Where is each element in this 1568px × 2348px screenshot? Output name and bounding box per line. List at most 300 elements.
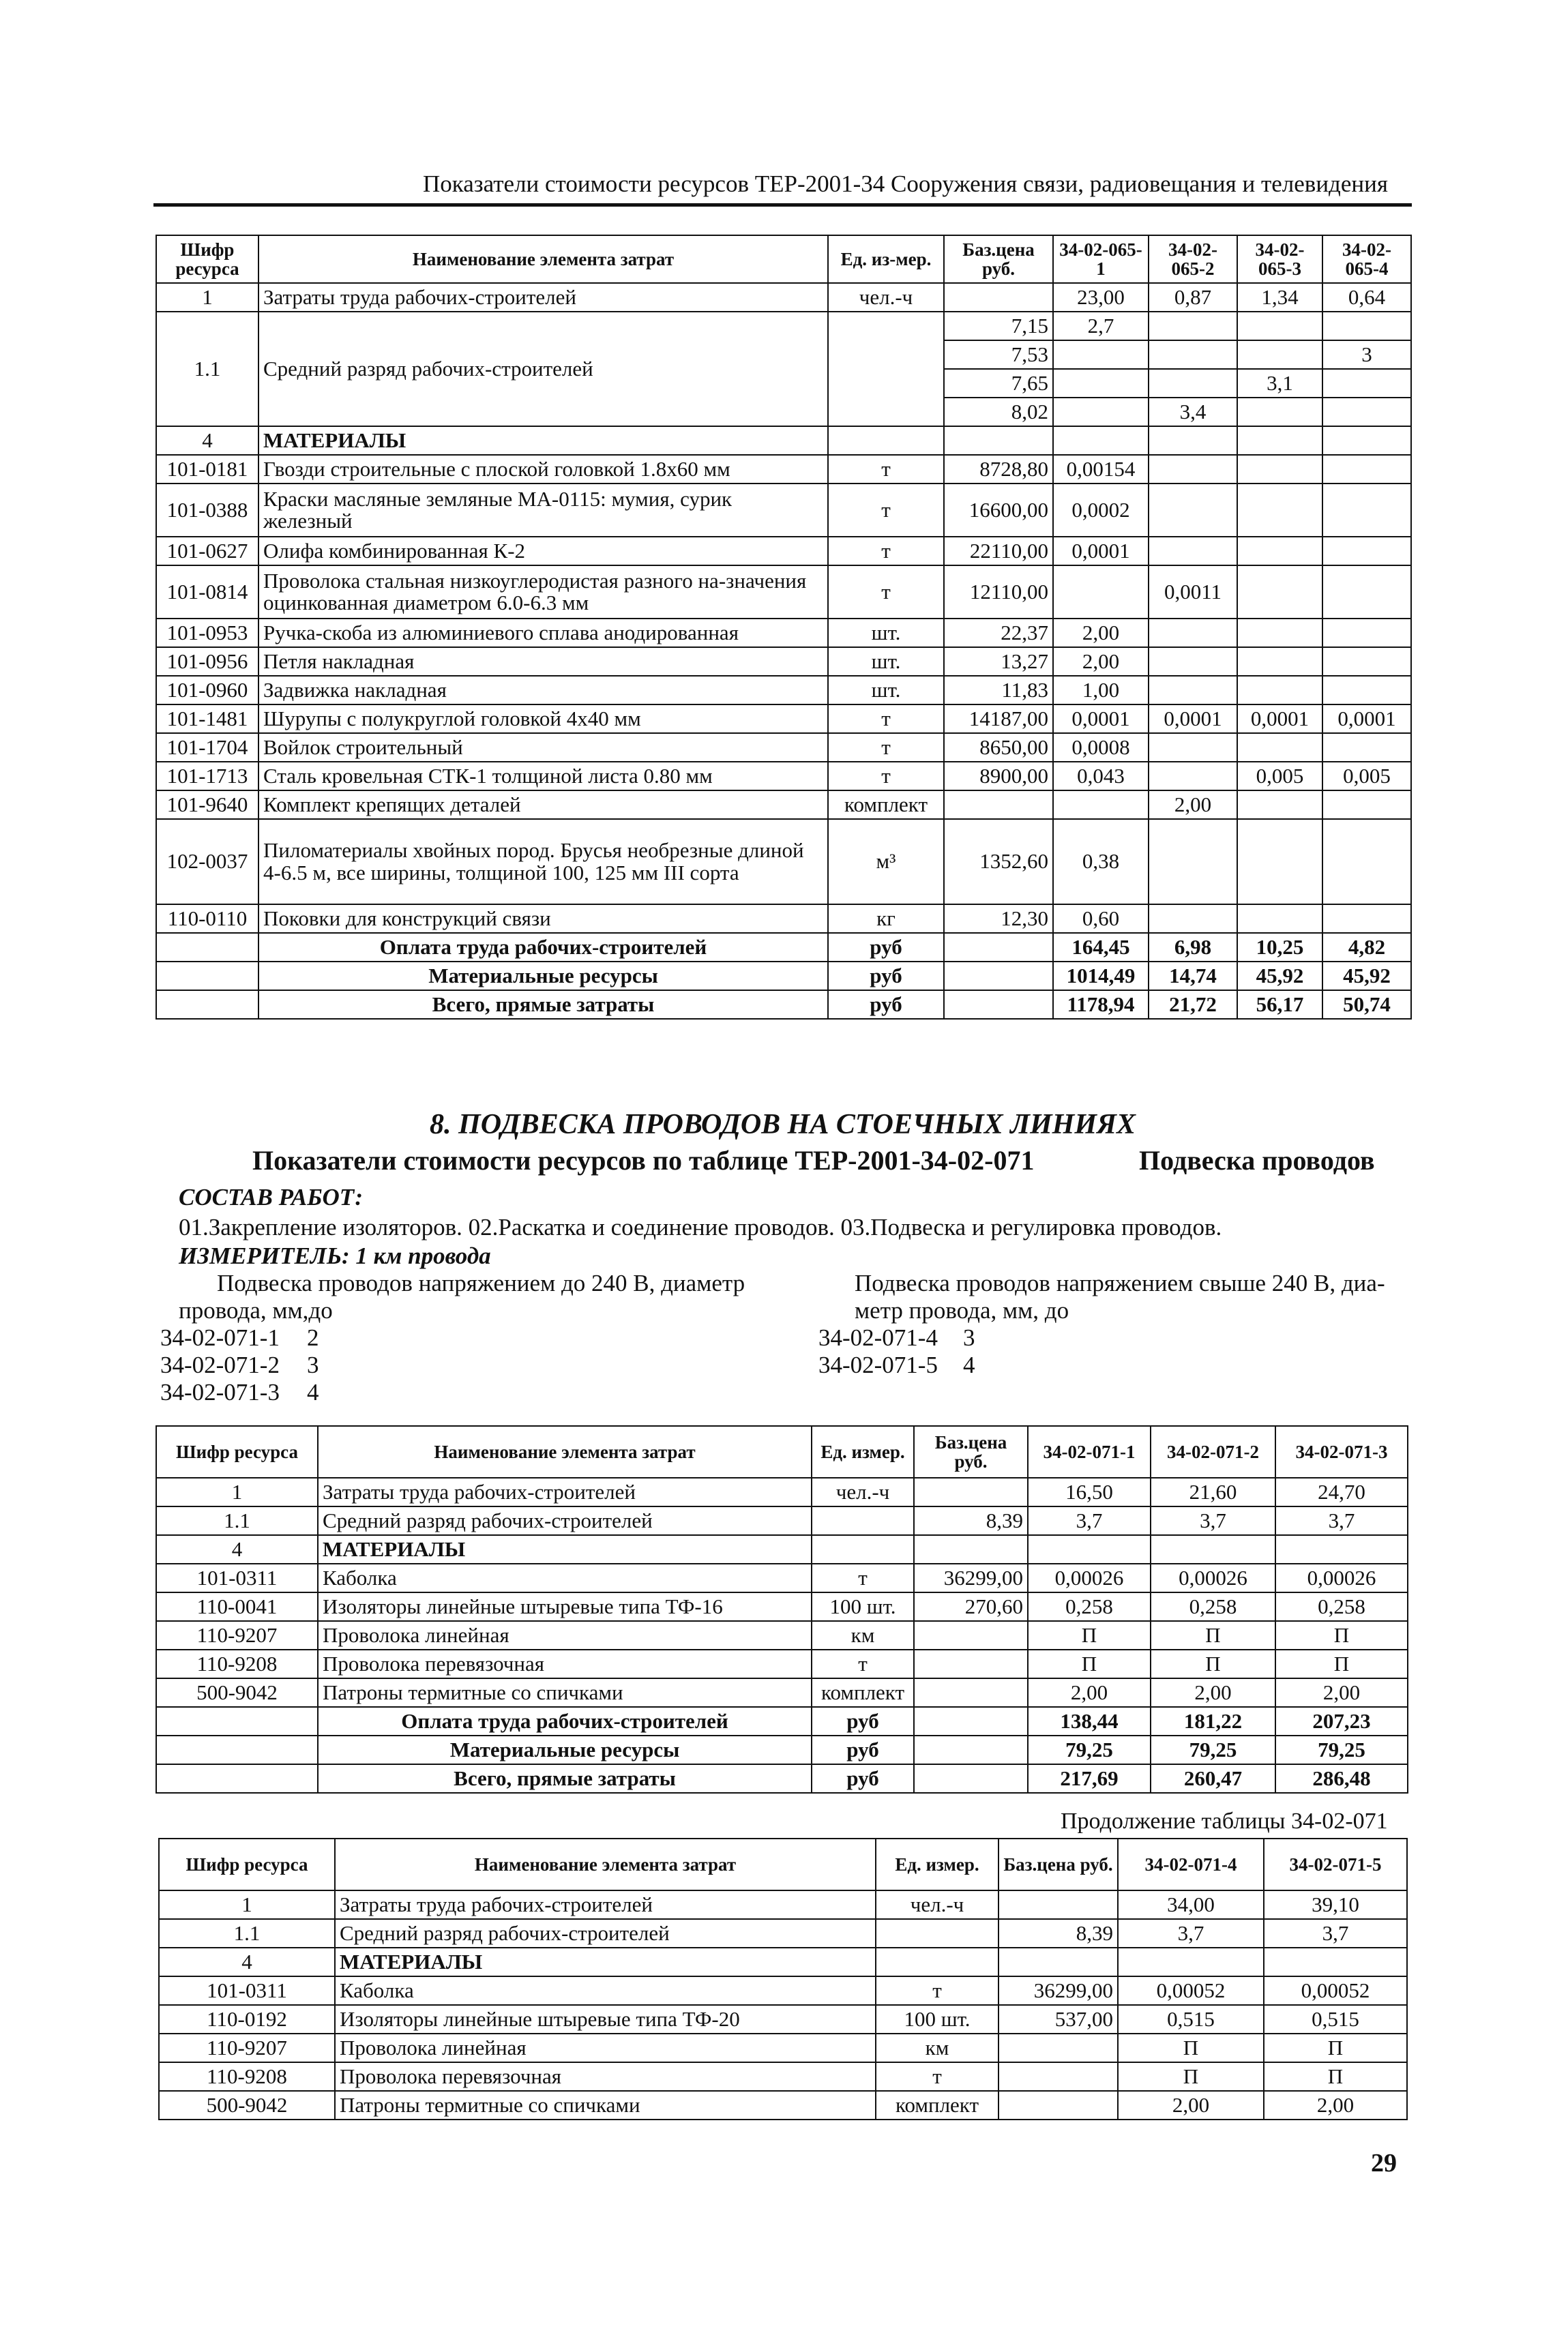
cell-value xyxy=(1149,340,1237,369)
header-col-1: 34-02-071-1 xyxy=(1028,1426,1151,1478)
header-price: Баз.цена руб. xyxy=(944,235,1053,283)
cell-code: 1.1 xyxy=(156,1506,318,1535)
cell-value: 39,10 xyxy=(1264,1890,1407,1919)
resource-table-065 xyxy=(156,235,1412,1020)
cell-value: 164,45 xyxy=(1053,933,1149,962)
header-price: Баз.цена руб. xyxy=(999,1839,1118,1890)
cell-value xyxy=(1149,762,1237,790)
cell-unit: км xyxy=(812,1621,914,1650)
cell-value: 0,0008 xyxy=(1053,733,1149,762)
cell-value: 0,0001 xyxy=(1149,704,1237,733)
materials-rows xyxy=(156,455,1411,933)
cell-value xyxy=(1053,565,1149,619)
cell-value: 2,00 xyxy=(1275,1678,1408,1707)
cell-value: 217,69 xyxy=(1028,1764,1151,1793)
cell-value: 0,005 xyxy=(1237,762,1322,790)
cell-value: 0,515 xyxy=(1264,2005,1407,2034)
cell-value xyxy=(1322,312,1411,340)
cell-value: 2,00 xyxy=(1028,1678,1151,1707)
cell-value: 79,25 xyxy=(1028,1736,1151,1764)
cell-name: Затраты труда рабочих-строителей xyxy=(318,1478,812,1506)
cell-unit: чел.-ч xyxy=(876,1890,999,1919)
cell-price xyxy=(914,1535,1028,1564)
header-price: Баз.цена руб. xyxy=(914,1426,1028,1478)
cell-unit: т xyxy=(876,2062,999,2091)
cell-unit: руб xyxy=(828,990,944,1019)
cell-name: Каболка xyxy=(335,1976,876,2005)
cell-name: Патроны термитные со спичками xyxy=(318,1678,812,1707)
table-row xyxy=(156,565,1411,619)
cell-value: 0,00026 xyxy=(1151,1564,1275,1592)
total-label: Оплата труда рабочих-строителей xyxy=(258,933,828,962)
page-number: 29 xyxy=(1371,2149,1397,2178)
cell-code xyxy=(156,1707,318,1736)
header-name: Наименование элемента затрат xyxy=(258,235,828,283)
cell-code: 4 xyxy=(156,1535,318,1564)
table-row xyxy=(156,537,1411,565)
cell-value: 4,82 xyxy=(1322,933,1411,962)
cell-code: 1.1 xyxy=(159,1919,335,1948)
cell-value: 2,00 xyxy=(1053,647,1149,676)
cell-price xyxy=(999,1890,1118,1919)
cell-value: П xyxy=(1264,2062,1407,2091)
cell-code xyxy=(156,962,258,990)
cell-unit: комплект xyxy=(876,2091,999,2120)
cell-value: 21,60 xyxy=(1151,1478,1275,1506)
cell-value: 56,17 xyxy=(1237,990,1322,1019)
cell-name: Сталь кровельная СТК-1 толщиной листа 0.80 мм xyxy=(258,762,828,790)
cell-unit: шт. xyxy=(828,676,944,704)
cell-value: 0,0001 xyxy=(1322,704,1411,733)
cell-value: 0,87 xyxy=(1149,283,1237,312)
cell-price xyxy=(944,990,1053,1019)
cell-unit: комплект xyxy=(812,1678,914,1707)
cell-value xyxy=(1053,369,1149,398)
cell-price: 8,39 xyxy=(914,1506,1028,1535)
cell-code: 1 xyxy=(159,1890,335,1919)
cell-value: 0,0001 xyxy=(1053,704,1149,733)
cell-unit xyxy=(876,1948,999,1976)
table-row xyxy=(159,1948,1407,1976)
cell-price: 270,60 xyxy=(914,1592,1028,1621)
cell-name: Затраты труда рабочих-строителей xyxy=(258,283,828,312)
cell-price: 14187,00 xyxy=(944,704,1053,733)
cell-value: 0,515 xyxy=(1118,2005,1264,2034)
cell-name: МАТЕРИАЛЫ xyxy=(335,1948,876,1976)
cell-code: 110-9208 xyxy=(159,2062,335,2091)
cell-value xyxy=(1237,565,1322,619)
cell-value: П xyxy=(1118,2062,1264,2091)
cell-name: Войлок строительный xyxy=(258,733,828,762)
cell-value: 2,00 xyxy=(1053,619,1149,647)
table-row xyxy=(156,676,1411,704)
cell-name: Ручка-скоба из алюминиевого сплава анодированная xyxy=(258,619,828,647)
cell-value xyxy=(1237,340,1322,369)
cell-unit: кг xyxy=(828,904,944,933)
cell-unit: шт. xyxy=(828,619,944,647)
cell-unit: т xyxy=(828,565,944,619)
cell-price: 13,27 xyxy=(944,647,1053,676)
cell-unit: 100 шт. xyxy=(876,2005,999,2034)
table-row xyxy=(156,1764,1408,1793)
table-header-row xyxy=(159,1839,1407,1890)
cell-code: 1.1 xyxy=(156,312,258,426)
totals-rows xyxy=(156,1707,1408,1793)
cell-name: Проволока линейная xyxy=(335,2034,876,2062)
diameter-value: 3 xyxy=(307,1352,319,1378)
cell-value: 3,7 xyxy=(1264,1919,1407,1948)
cell-code: 101-0311 xyxy=(156,1564,318,1592)
table-row xyxy=(156,619,1411,647)
cell-price xyxy=(914,1707,1028,1736)
cell-price xyxy=(914,1478,1028,1506)
cell-value: П xyxy=(1275,1650,1408,1678)
cell-value: 45,92 xyxy=(1322,962,1411,990)
cell-value xyxy=(1149,455,1237,484)
cell-value: 3,7 xyxy=(1151,1506,1275,1535)
table-row xyxy=(156,1564,1408,1592)
cell-value: 0,00052 xyxy=(1264,1976,1407,2005)
table-row xyxy=(156,904,1411,933)
table-row xyxy=(156,704,1411,733)
cell-price: 12,30 xyxy=(944,904,1053,933)
total-label: Материальные ресурсы xyxy=(258,962,828,990)
cell-value: 3,1 xyxy=(1237,369,1322,398)
cell-price xyxy=(999,2034,1118,2062)
total-label: Оплата труда рабочих-строителей xyxy=(318,1707,812,1736)
cell-value: 0,64 xyxy=(1322,283,1411,312)
totals-rows xyxy=(156,933,1411,1019)
cell-value xyxy=(1237,647,1322,676)
cell-value xyxy=(1149,676,1237,704)
cell-price xyxy=(944,426,1053,455)
cell-code: 110-0192 xyxy=(159,2005,335,2034)
cell-value: 181,22 xyxy=(1151,1707,1275,1736)
table-code: 34-02-071-3 xyxy=(160,1379,280,1406)
cell-name: Проволока перевязочная xyxy=(318,1650,812,1678)
cell-code: 500-9042 xyxy=(156,1678,318,1707)
cell-value: 0,0001 xyxy=(1237,704,1322,733)
left-description-line-1: Подвеска проводов напряжением до 240 В, диаметр xyxy=(217,1270,745,1296)
table-row xyxy=(156,484,1411,537)
diameter-value: 2 xyxy=(307,1324,319,1351)
cell-value xyxy=(1028,1535,1151,1564)
cell-value: 45,92 xyxy=(1237,962,1322,990)
cell-name: Проволока стальная низкоуглеродистая разного на-значения оцинкованная диаметром 6.0-6.3 мм xyxy=(258,565,828,619)
cell-value: 0,043 xyxy=(1053,762,1149,790)
table-row xyxy=(156,312,1411,340)
table-row xyxy=(156,1478,1408,1506)
cell-value xyxy=(1237,426,1322,455)
cell-value xyxy=(1322,537,1411,565)
cell-value: 0,00026 xyxy=(1275,1564,1408,1592)
table-row xyxy=(156,733,1411,762)
table-header-row xyxy=(156,1426,1408,1478)
resource-rows xyxy=(159,1890,1407,2120)
cell-name: Пиломатериалы хвойных пород. Брусья необрезные длиной 4-6.5 м, все ширины, толщиной 100, 125 мм III сорта xyxy=(258,819,828,904)
cell-price xyxy=(999,2062,1118,2091)
cell-value: 138,44 xyxy=(1028,1707,1151,1736)
table-row xyxy=(156,1707,1408,1736)
cell-value xyxy=(1237,312,1322,340)
cell-name: Поковки для конструкций связи xyxy=(258,904,828,933)
right-description-line-2: метр провода, мм, до xyxy=(855,1297,1069,1324)
cell-value: 2,00 xyxy=(1264,2091,1407,2120)
cell-code: 102-0037 xyxy=(156,819,258,904)
cell-value: 0,258 xyxy=(1151,1592,1275,1621)
cell-price: 8728,80 xyxy=(944,455,1053,484)
cell-unit: т xyxy=(828,762,944,790)
diameter-value: 4 xyxy=(963,1352,975,1378)
cell-unit: т xyxy=(876,1976,999,2005)
cell-code: 101-0311 xyxy=(159,1976,335,2005)
cell-value xyxy=(1237,904,1322,933)
cell-value xyxy=(1322,676,1411,704)
cell-value: 1178,94 xyxy=(1053,990,1149,1019)
header-col-4: 34-02-065-4 xyxy=(1322,235,1411,283)
cell-value: П xyxy=(1151,1621,1275,1650)
cell-name: Проволока перевязочная xyxy=(335,2062,876,2091)
cell-value: 21,72 xyxy=(1149,990,1237,1019)
cell-code: 500-9042 xyxy=(159,2091,335,2120)
cell-value xyxy=(1149,619,1237,647)
table-code: 34-02-071-4 xyxy=(818,1324,938,1351)
resource-table-071-a xyxy=(156,1425,1408,1794)
cell-price: 7,65 xyxy=(944,369,1053,398)
cell-code: 110-9207 xyxy=(159,2034,335,2062)
cell-price xyxy=(944,283,1053,312)
cell-unit: 100 шт. xyxy=(812,1592,914,1621)
cell-unit: м³ xyxy=(828,819,944,904)
cell-price xyxy=(999,1948,1118,1976)
table-code: 34-02-071-1 xyxy=(160,1324,280,1351)
cell-unit: чел.-ч xyxy=(828,283,944,312)
cell-value: 0,258 xyxy=(1028,1592,1151,1621)
cell-price: 12110,00 xyxy=(944,565,1053,619)
cell-name: Средний разряд рабочих-строителей xyxy=(258,312,828,426)
cell-value: 2,7 xyxy=(1053,312,1149,340)
cell-code: 101-0814 xyxy=(156,565,258,619)
header-unit: Ед. из-мер. xyxy=(828,235,944,283)
cell-value xyxy=(1322,619,1411,647)
table-row xyxy=(156,762,1411,790)
cell-price: 537,00 xyxy=(999,2005,1118,2034)
cell-unit xyxy=(876,1919,999,1948)
resource-table-071-b xyxy=(158,1838,1408,2120)
cell-value: 79,25 xyxy=(1275,1736,1408,1764)
cell-price: 36299,00 xyxy=(914,1564,1028,1592)
running-header: Показатели стоимости ресурсов ТЕР-2001-34 Сооружения связи, радиовещания и телевидения xyxy=(423,170,1388,197)
cell-code: 101-0956 xyxy=(156,647,258,676)
cell-value: 3,4 xyxy=(1149,398,1237,426)
cell-name: Шурупы с полукруглой головкой 4х40 мм xyxy=(258,704,828,733)
header-col-3: 34-02-071-3 xyxy=(1275,1426,1408,1478)
cell-price: 8900,00 xyxy=(944,762,1053,790)
cell-value xyxy=(1237,819,1322,904)
cell-value xyxy=(1322,398,1411,426)
header-col-2: 34-02-065-2 xyxy=(1149,235,1237,283)
cell-unit: руб xyxy=(812,1707,914,1736)
cell-value xyxy=(1322,790,1411,819)
cell-price: 1352,60 xyxy=(944,819,1053,904)
cell-code: 101-9640 xyxy=(156,790,258,819)
table-row xyxy=(159,1976,1407,2005)
header-unit: Ед. измер. xyxy=(876,1839,999,1890)
cell-value xyxy=(1264,1948,1407,1976)
cell-code xyxy=(156,1736,318,1764)
cell-name: Изоляторы линейные штыревые типа ТФ-20 xyxy=(335,2005,876,2034)
cell-code: 101-0627 xyxy=(156,537,258,565)
cell-unit: т xyxy=(828,455,944,484)
section-title: 8. ПОДВЕСКА ПРОВОДОВ НА СТОЕЧНЫХ ЛИНИЯХ xyxy=(430,1109,1136,1140)
cell-value: 2,00 xyxy=(1149,790,1237,819)
cell-unit: комплект xyxy=(828,790,944,819)
cell-value: 34,00 xyxy=(1118,1890,1264,1919)
total-label: Материальные ресурсы xyxy=(318,1736,812,1764)
cell-value: 50,74 xyxy=(1322,990,1411,1019)
table-row xyxy=(156,1678,1408,1707)
cell-price: 22,37 xyxy=(944,619,1053,647)
table-row xyxy=(156,1736,1408,1764)
header-col-1: 34-02-065-1 xyxy=(1053,235,1149,283)
cell-value: 79,25 xyxy=(1151,1736,1275,1764)
cell-code: 110-9208 xyxy=(156,1650,318,1678)
cell-code: 1 xyxy=(156,283,258,312)
cell-price: 8,02 xyxy=(944,398,1053,426)
cell-value: П xyxy=(1118,2034,1264,2062)
cell-value xyxy=(1322,733,1411,762)
cell-price xyxy=(944,962,1053,990)
cell-value xyxy=(1149,426,1237,455)
cell-code: 101-1713 xyxy=(156,762,258,790)
cell-value: 3 xyxy=(1322,340,1411,369)
header-name: Наименование элемента затрат xyxy=(318,1426,812,1478)
cell-value: 286,48 xyxy=(1275,1764,1408,1793)
table-row xyxy=(156,1535,1408,1564)
cell-unit xyxy=(828,426,944,455)
cell-value xyxy=(1322,455,1411,484)
cell-price xyxy=(914,1764,1028,1793)
cell-code: 101-0953 xyxy=(156,619,258,647)
cell-name: Патроны термитные со спичками xyxy=(335,2091,876,2120)
table-row xyxy=(156,1506,1408,1535)
cell-value: 14,74 xyxy=(1149,962,1237,990)
cell-unit: т xyxy=(828,484,944,537)
cell-code: 110-0041 xyxy=(156,1592,318,1621)
cell-value xyxy=(1237,619,1322,647)
cell-unit: т xyxy=(828,537,944,565)
cell-price: 8650,00 xyxy=(944,733,1053,762)
cell-name: Задвижка накладная xyxy=(258,676,828,704)
cell-value: П xyxy=(1264,2034,1407,2062)
cell-unit: руб xyxy=(812,1736,914,1764)
table-row xyxy=(156,1650,1408,1678)
cell-value xyxy=(1237,733,1322,762)
left-description-line-2: провода, мм,до xyxy=(179,1297,333,1324)
table-row xyxy=(159,1919,1407,1948)
cell-name: Комплект крепящих деталей xyxy=(258,790,828,819)
cell-price: 8,39 xyxy=(999,1919,1118,1948)
cell-unit xyxy=(812,1506,914,1535)
cell-code: 4 xyxy=(159,1948,335,1976)
meter-label: ИЗМЕРИТЕЛЬ: 1 км провода xyxy=(179,1243,491,1269)
cell-value: П xyxy=(1151,1650,1275,1678)
cell-value: 0,0001 xyxy=(1053,537,1149,565)
total-label: Всего, прямые затраты xyxy=(258,990,828,1019)
table-row xyxy=(156,1621,1408,1650)
cell-price: 7,53 xyxy=(944,340,1053,369)
cell-price xyxy=(914,1678,1028,1707)
cell-code: 110-0110 xyxy=(156,904,258,933)
table-row xyxy=(159,2005,1407,2034)
resource-rows xyxy=(156,1478,1408,1707)
cell-value: 16,50 xyxy=(1028,1478,1151,1506)
cell-value: 0,258 xyxy=(1275,1592,1408,1621)
cell-value xyxy=(1118,1948,1264,1976)
cell-unit: чел.-ч xyxy=(812,1478,914,1506)
diameter-value: 3 xyxy=(963,1324,975,1351)
cell-price xyxy=(914,1621,1028,1650)
cell-value xyxy=(1237,455,1322,484)
cell-value: 0,00026 xyxy=(1028,1564,1151,1592)
cell-unit: шт. xyxy=(828,647,944,676)
cell-value xyxy=(1151,1535,1275,1564)
cell-value: 3,7 xyxy=(1118,1919,1264,1948)
cell-value xyxy=(1053,340,1149,369)
table-row xyxy=(159,2062,1407,2091)
cell-value xyxy=(1237,537,1322,565)
cell-name: Гвозди строительные с плоской головкой 1.8х60 мм xyxy=(258,455,828,484)
cell-value xyxy=(1149,819,1237,904)
cell-price xyxy=(944,933,1053,962)
header-col-5: 34-02-071-5 xyxy=(1264,1839,1407,1890)
cell-unit: км xyxy=(876,2034,999,2062)
table-row xyxy=(156,426,1411,455)
cell-name: Изоляторы линейные штыревые типа ТФ-16 xyxy=(318,1592,812,1621)
cell-value: 3,7 xyxy=(1028,1506,1151,1535)
cell-value xyxy=(1149,369,1237,398)
cell-value: 1014,49 xyxy=(1053,962,1149,990)
table-header-row xyxy=(156,235,1411,283)
table-row xyxy=(156,933,1411,962)
cell-value: 0,60 xyxy=(1053,904,1149,933)
cell-code: 110-9207 xyxy=(156,1621,318,1650)
continuation-label: Продолжение таблицы 34-02-071 xyxy=(1061,1809,1388,1834)
header-col-3: 34-02-065-3 xyxy=(1237,235,1322,283)
cell-value xyxy=(1322,904,1411,933)
cell-value xyxy=(1322,565,1411,619)
cell-code: 101-0960 xyxy=(156,676,258,704)
cell-price xyxy=(944,790,1053,819)
table-row xyxy=(156,455,1411,484)
table-title: Показатели стоимости ресурсов по таблице ТЕР-2001-34-02-071 xyxy=(252,1145,1035,1176)
cell-code: 101-0181 xyxy=(156,455,258,484)
cell-value: 6,98 xyxy=(1149,933,1237,962)
table-code: 34-02-071-2 xyxy=(160,1352,280,1378)
cell-value: 0,005 xyxy=(1322,762,1411,790)
table-row xyxy=(156,1592,1408,1621)
cell-price: 11,83 xyxy=(944,676,1053,704)
cell-value xyxy=(1237,484,1322,537)
cell-value: 0,0011 xyxy=(1149,565,1237,619)
header-col-4: 34-02-071-4 xyxy=(1118,1839,1264,1890)
cell-value xyxy=(1237,398,1322,426)
cell-price xyxy=(914,1736,1028,1764)
table-row xyxy=(156,647,1411,676)
cell-value: 0,0002 xyxy=(1053,484,1149,537)
cell-value: 1,34 xyxy=(1237,283,1322,312)
cell-value: П xyxy=(1275,1621,1408,1650)
